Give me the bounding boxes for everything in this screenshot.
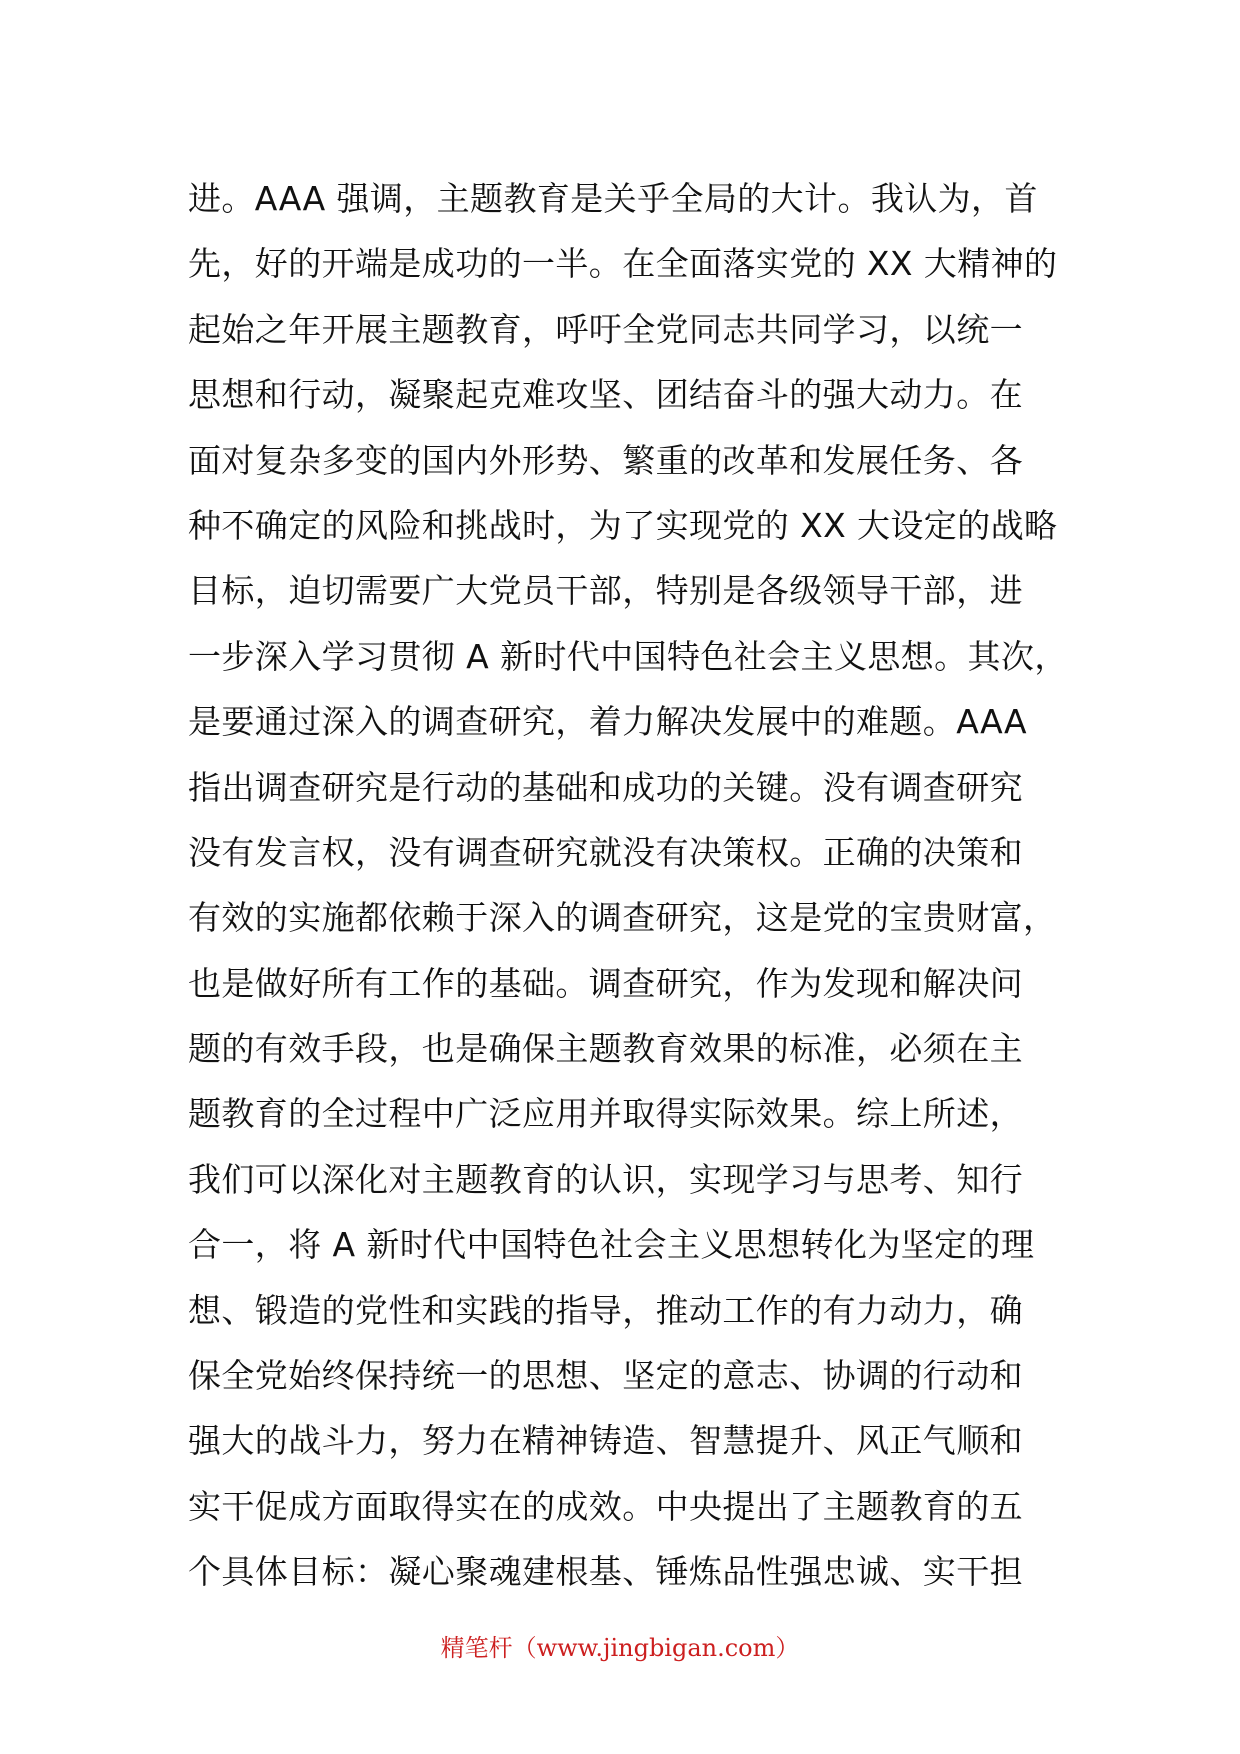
text-line: 指出调查研究是行动的基础和成功的关键。没有调查研究 bbox=[188, 767, 1023, 807]
text-line: 种不确定的风险和挑战时，为了实现党的 XX 大设定的战略 bbox=[188, 505, 1058, 545]
text-line: 面对复杂多变的国内外形势、繁重的改革和发展任务、各 bbox=[188, 440, 1023, 480]
text-line: 目标，迫切需要广大党员干部，特别是各级领导干部，进 bbox=[188, 571, 1023, 611]
text-line: 起始之年开展主题教育，呼吁全党同志共同学习，以统一 bbox=[188, 309, 1023, 349]
text-line: 也是做好所有工作的基础。调查研究，作为发现和解决问 bbox=[188, 963, 1023, 1003]
text-line: 个具体目标：凝心聚魂建根基、锤炼品性强忠诚、实干担 bbox=[188, 1552, 1023, 1592]
body-text bbox=[188, 166, 1068, 1605]
text-line: 先，好的开端是成功的一半。在全面落实党的 XX 大精神的 bbox=[188, 244, 1058, 284]
text-line: 实干促成方面取得实在的成效。中央提出了主题教育的五 bbox=[188, 1486, 1023, 1526]
text-line: 一步深入学习贯彻 A 新时代中国特色社会主义思想。其次， bbox=[188, 636, 1068, 676]
text-line: 是要通过深入的调查研究，着力解决发展中的难题。AAA bbox=[188, 702, 1027, 742]
text-line: 想、锻造的党性和实践的指导，推动工作的有力动力，确 bbox=[188, 1290, 1023, 1330]
text-line: 强大的战斗力，努力在精神铸造、智慧提升、风正气顺和 bbox=[188, 1421, 1023, 1461]
text-line: 保全党始终保持统一的思想、坚定的意志、协调的行动和 bbox=[188, 1356, 1023, 1396]
text-line: 我们可以深化对主题教育的认识，实现学习与思考、知行 bbox=[188, 1159, 1023, 1199]
text-line: 没有发言权，没有调查研究就没有决策权。正确的决策和 bbox=[188, 832, 1023, 872]
text-line: 进。AAA 强调，主题教育是关乎全局的大计。我认为，首 bbox=[188, 179, 1038, 218]
text-line: 思想和行动，凝聚起克难攻坚、团结奋斗的强大动力。在 bbox=[188, 375, 1023, 415]
footer-link[interactable]: 精笔杆（www.jingbigan.com） bbox=[440, 1634, 800, 1662]
text-line: 题的有效手段，也是确保主题教育效果的标准，必须在主 bbox=[188, 1029, 1023, 1069]
text-line: 有效的实施都依赖于深入的调查研究，这是党的宝贵财富， bbox=[188, 898, 1057, 938]
text-line: 题教育的全过程中广泛应用并取得实际效果。综上所述， bbox=[188, 1094, 1023, 1134]
text-line: 合一，将 A 新时代中国特色社会主义思想转化为坚定的理 bbox=[188, 1225, 1035, 1265]
